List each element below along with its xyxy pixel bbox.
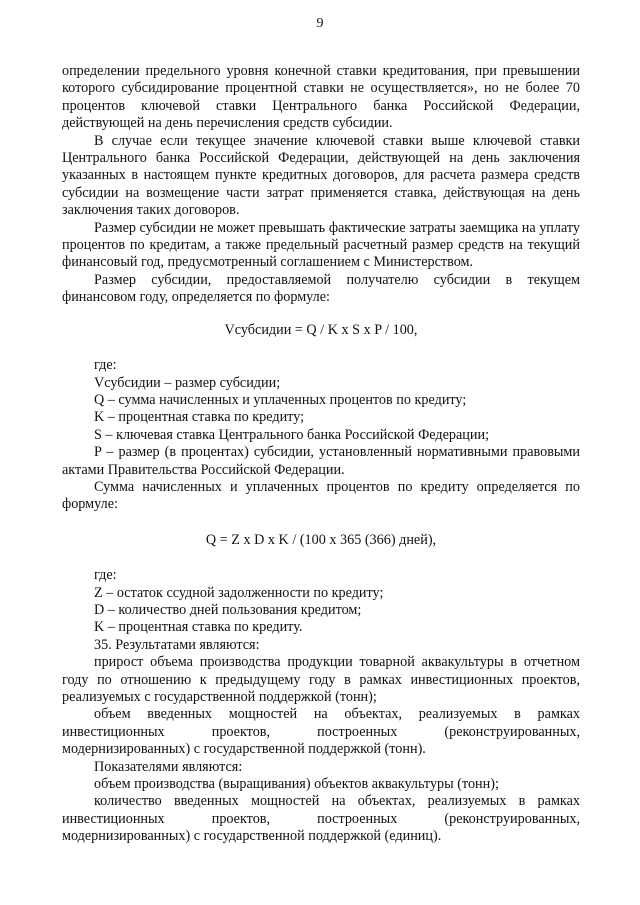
- formula-interest: Q = Z x D x K / (100 x 365 (366) дней),: [205, 531, 437, 548]
- where-label-2: где:: [94, 567, 117, 584]
- indicators-label: Показателями являются:: [94, 758, 243, 775]
- definition-k-2: K – процентная ставка по кредиту.: [94, 619, 303, 636]
- indicator-production-volume: объем производства (выращивания) объектов аквакультуры (тонн);: [94, 776, 499, 793]
- definition-d: D – количество дней пользования кредитом;: [94, 601, 362, 618]
- where-label-1: где:: [94, 357, 117, 374]
- page-number: 9: [316, 16, 324, 31]
- result-production-growth: прирост объема производства продукции товарной аквакультуры в отчетном году по отношению к предыдущему году в рамках инвестиционных проектов, реализуемых с государственной поддержкой (тонн);: [62, 654, 580, 705]
- paragraph-continuation: определении предельного уровня конечной ставки кредитования, при превышении которого субсидирование процентной ставки не осуществляется», но не более 70 процентов ключевой ставки Центрального банка Российской Федерации, действующей на день перечисления средств субсидии.: [62, 63, 580, 132]
- definition-q: Q – сумма начисленных и уплаченных процентов по кредиту;: [94, 391, 467, 408]
- result-capacity-volume: объем введенных мощностей на объектах, реализуемых в рамках инвестиционных проектов, построенных (реконструированных, модернизированных) с государственной поддержкой (тонн).: [62, 706, 580, 758]
- definition-k: K – процентная ставка по кредиту;: [94, 409, 305, 426]
- definition-s: S – ключевая ставка Центрального банка Российской Федерации;: [94, 426, 490, 443]
- indicator-capacity-count: количество введенных мощностей на объектах, реализуемых в рамках инвестиционных проектов, построенных (реконструированных, модернизированных) с государственной поддержкой (единиц).: [62, 793, 580, 845]
- paragraph-subsidy-formula-intro: Размер субсидии, предоставляемой получателю субсидии в текущем финансовом году, определяется по формуле:: [62, 271, 580, 306]
- paragraph-key-rate-case: В случае если текущее значение ключевой ставки выше ключевой ставки Центрального банка Российской Федерации, действующей на день заключения указанных в настоящем пункте кредитных договоров, для расчета размера средств субсидии на возмещение части затрат применяется ставка, действующая на день заключения таких договоров.: [62, 132, 580, 219]
- paragraph-subsidy-limit: Размер субсидии не может превышать фактические затраты заемщика на уплату процентов по кредитам, а также предельный расчетный размер средств на текущий финансовый год, предусмотренный соглашением с Министерством.: [62, 219, 580, 271]
- definition-v-subsidy: Vсубсидии – размер субсидии;: [94, 374, 281, 391]
- definition-p: P – размер (в процентах) субсидии, установленный нормативными правовыми актами Правительства Российской Федерации.: [62, 444, 580, 478]
- formula-subsidy: Vсубсидии = Q / K x S x P / 100,: [224, 321, 418, 338]
- document-body: [62, 63, 580, 846]
- paragraph-interest-formula-intro: Сумма начисленных и уплаченных процентов по кредиту определяется по формуле:: [62, 478, 580, 513]
- definition-z: Z – остаток ссудной задолженности по кредиту;: [94, 584, 384, 601]
- section-35-results: 35. Результатами являются:: [94, 636, 260, 653]
